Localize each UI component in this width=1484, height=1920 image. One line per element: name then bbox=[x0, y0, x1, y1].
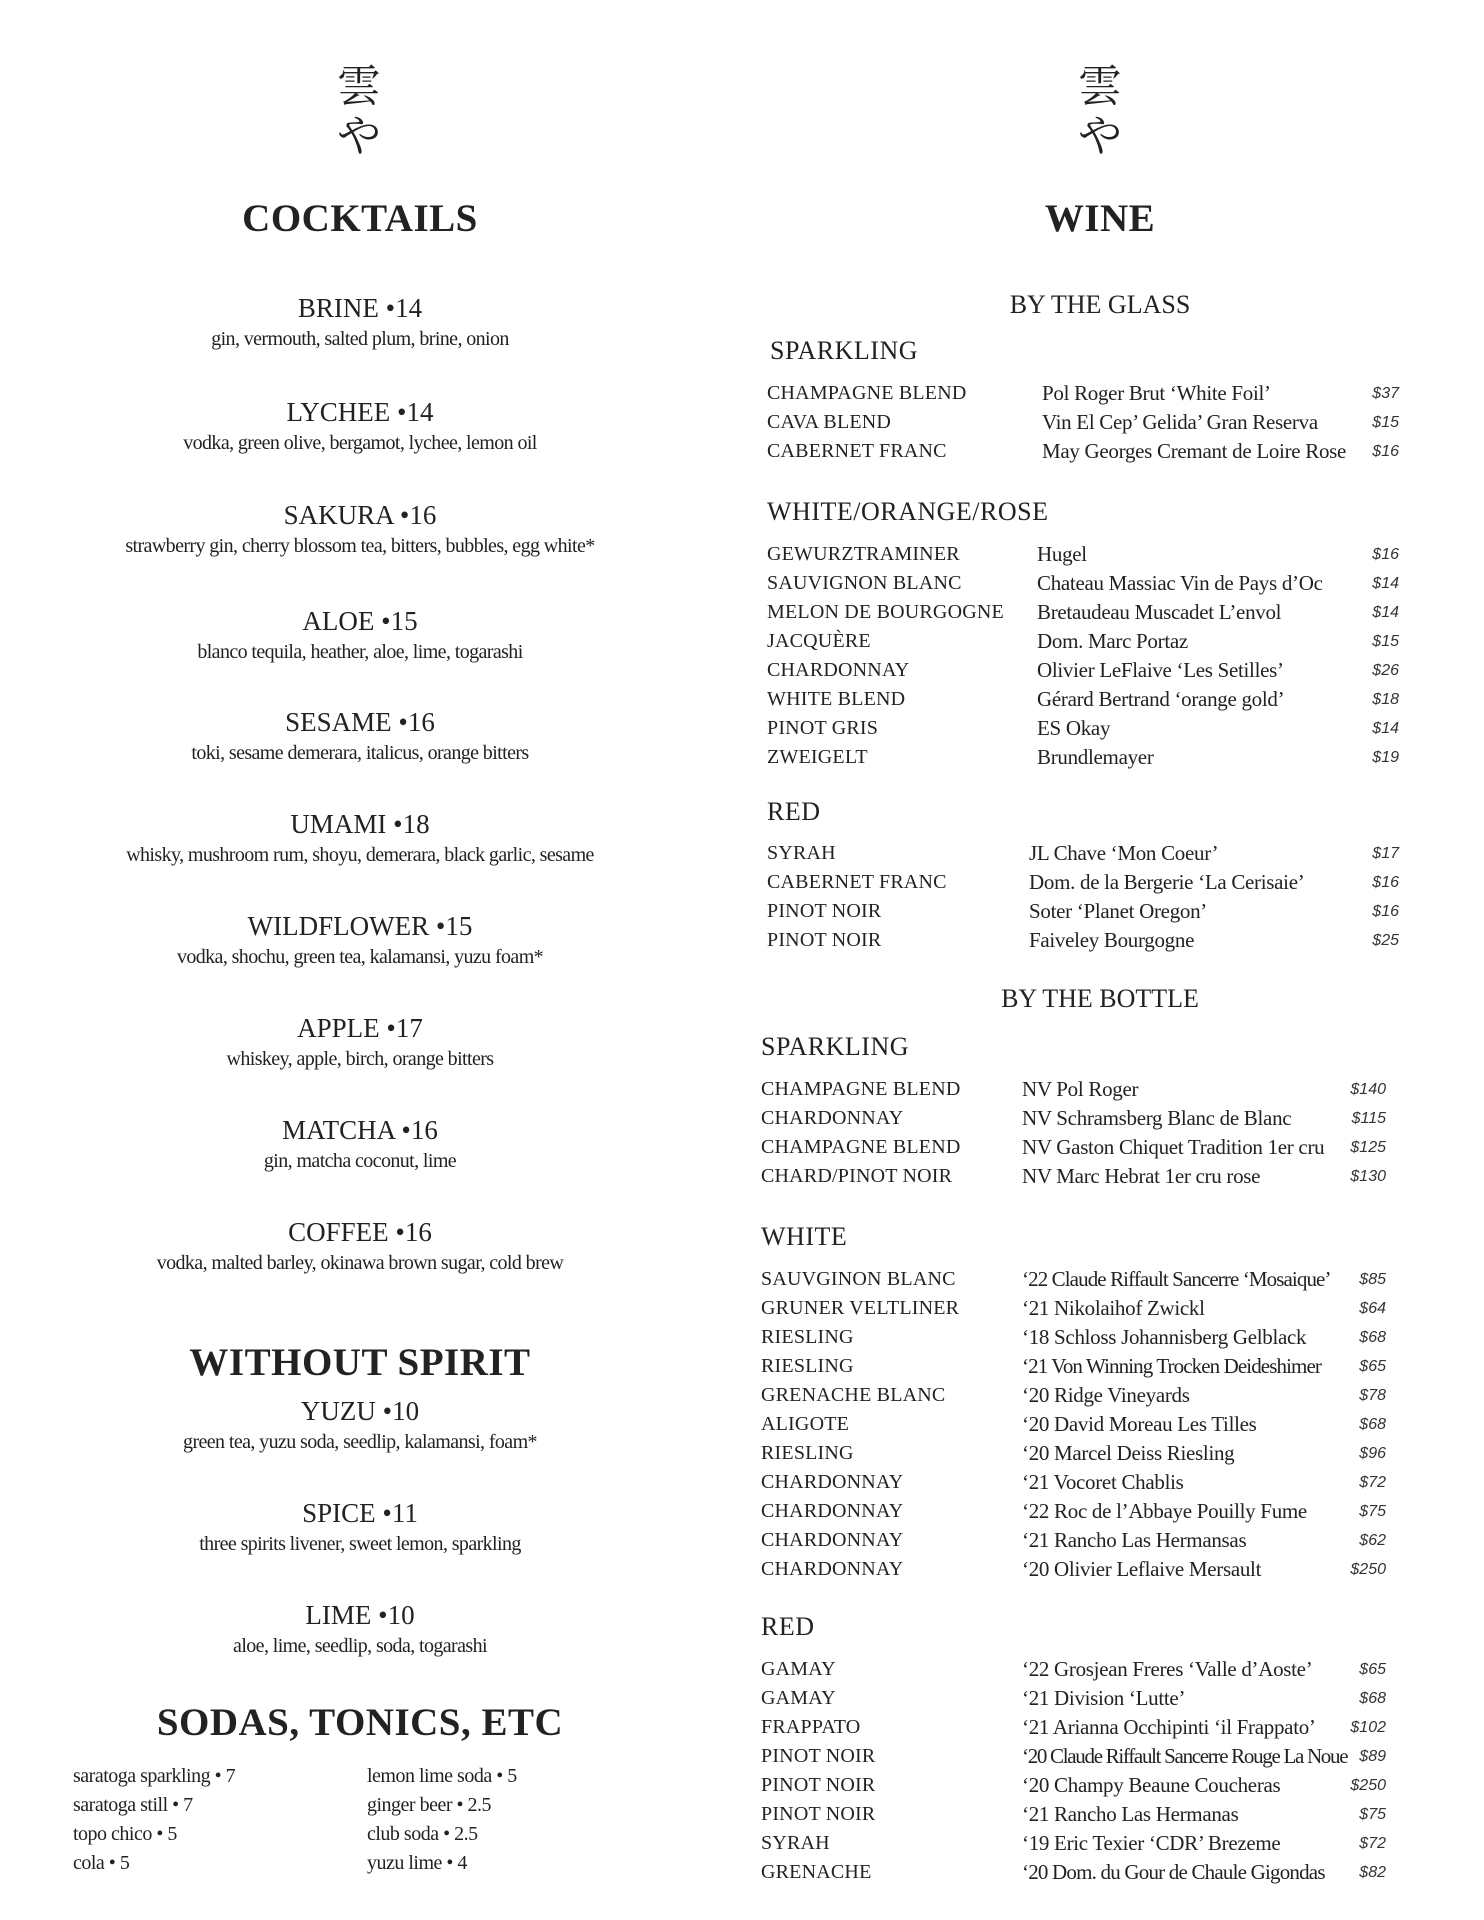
cocktail-desc: whisky, mushroom rum, shoyu, demerara, black garlic, sesame bbox=[126, 844, 594, 866]
wine-variety: PINOT NOIR bbox=[767, 929, 882, 951]
wine-price: $15 bbox=[1372, 633, 1399, 650]
wine-price: $15 bbox=[1372, 414, 1399, 431]
wine-price: $115 bbox=[1351, 1110, 1386, 1127]
wine-variety: CHAMPAGNE BLEND bbox=[761, 1136, 961, 1158]
cocktail-name: BRINE •14 bbox=[297, 293, 423, 323]
wine-variety: GRUNER VELTLINER bbox=[761, 1297, 960, 1319]
mocktail-desc: green tea, yuzu soda, seedlip, kalamansi, foam* bbox=[183, 1431, 537, 1453]
wine-variety: RIESLING bbox=[761, 1355, 854, 1377]
wine-variety: GEWURZTRAMINER bbox=[767, 543, 960, 565]
cocktail-desc: whiskey, apple, birch, orange bitters bbox=[226, 1048, 494, 1070]
cocktail-item bbox=[60, 395, 660, 457]
wine-price: $68 bbox=[1359, 1329, 1386, 1346]
wine-name: ‘20 Marcel Deiss Riesling bbox=[1022, 1441, 1235, 1465]
wine-price: $65 bbox=[1359, 1661, 1386, 1678]
wine-name: ‘21 Nikolaihof Zwickl bbox=[1022, 1296, 1205, 1320]
wine-name: ‘21 Division ‘Lutte’ bbox=[1022, 1686, 1186, 1710]
wine-price: $125 bbox=[1350, 1139, 1386, 1156]
mocktail-item bbox=[60, 1496, 660, 1558]
wine-variety: CHARDONNAY bbox=[761, 1558, 904, 1580]
cocktail-desc: vodka, malted barley, okinawa brown sugar, cold brew bbox=[156, 1252, 564, 1274]
wine-name: NV Gaston Chiquet Tradition 1er cru bbox=[1022, 1135, 1325, 1159]
wine-price: $250 bbox=[1350, 1561, 1386, 1578]
wine-price: $19 bbox=[1372, 749, 1399, 766]
logo-char-1: 雲 bbox=[337, 61, 381, 112]
wine-variety: PINOT GRIS bbox=[767, 717, 879, 739]
cocktail-desc: vodka, shochu, green tea, kalamansi, yuzu foam* bbox=[176, 946, 544, 968]
soda-item: club soda • 2.5 bbox=[367, 1823, 478, 1845]
wine-price: $16 bbox=[1372, 443, 1399, 460]
wine-price: $75 bbox=[1359, 1503, 1386, 1520]
wine-variety: WHITE BLEND bbox=[767, 688, 906, 710]
logo-mark-right bbox=[1060, 62, 1140, 162]
wine-name: NV Pol Roger bbox=[1022, 1077, 1139, 1101]
sodas-list-left bbox=[73, 1762, 343, 1878]
wine-price: $89 bbox=[1359, 1748, 1386, 1765]
wine-variety: CHARDONNAY bbox=[761, 1471, 904, 1493]
by-the-glass-heading: BY THE GLASS bbox=[1009, 290, 1191, 319]
wine-name: Dom. Marc Portaz bbox=[1037, 629, 1188, 653]
wine-title: WINE bbox=[1044, 197, 1156, 240]
wine-variety: CHAMPAGNE BLEND bbox=[761, 1078, 961, 1100]
wine-name: ‘22 Grosjean Freres ‘Valle d’Aoste’ bbox=[1022, 1657, 1313, 1681]
wine-variety: CAVA BLEND bbox=[767, 411, 892, 433]
wine-name: ES Okay bbox=[1037, 716, 1111, 740]
wine-variety: ALIGOTE bbox=[761, 1413, 850, 1435]
cocktail-name: COFFEE •16 bbox=[288, 1217, 432, 1247]
wine-name: ‘22 Claude Riffault Sancerre ‘Mosaique’ bbox=[1022, 1267, 1331, 1291]
logo-char-2: や bbox=[1078, 111, 1122, 162]
wine-name: ‘20 Olivier Leflaive Mersault bbox=[1022, 1557, 1262, 1581]
cocktail-name: MATCHA •16 bbox=[282, 1115, 438, 1145]
wine-variety: CHAMPAGNE BLEND bbox=[767, 382, 967, 404]
wine-variety: CHARDONNAY bbox=[767, 659, 910, 681]
wine-price: $78 bbox=[1359, 1387, 1386, 1404]
wine-variety: SYRAH bbox=[767, 842, 836, 864]
cocktail-desc: gin, vermouth, salted plum, brine, onion bbox=[211, 328, 509, 350]
wine-price: $14 bbox=[1372, 575, 1399, 592]
wine-price: $82 bbox=[1359, 1864, 1386, 1881]
wine-variety: JACQUÈRE bbox=[767, 630, 871, 652]
wine-variety: SAUVGINON BLANC bbox=[761, 1268, 956, 1290]
wine-price: $16 bbox=[1372, 546, 1399, 563]
glass-sparkling-heading: SPARKLING bbox=[770, 336, 919, 365]
wine-name: NV Schramsberg Blanc de Blanc bbox=[1022, 1106, 1292, 1130]
wine-price: $72 bbox=[1359, 1474, 1386, 1491]
wine-name: Gérard Bertrand ‘orange gold’ bbox=[1037, 687, 1285, 711]
cocktail-item bbox=[60, 1011, 660, 1073]
wine-name: ‘21 Vocoret Chablis bbox=[1022, 1470, 1184, 1494]
wine-variety: MELON DE BOURGOGNE bbox=[767, 601, 1004, 623]
wine-variety: ZWEIGELT bbox=[767, 746, 868, 768]
sodas-title: SODAS, TONICS, ETC bbox=[156, 1701, 564, 1744]
cocktail-item bbox=[60, 807, 660, 869]
wine-price: $72 bbox=[1359, 1835, 1386, 1852]
wine-price: $65 bbox=[1359, 1358, 1386, 1375]
wine-variety: CHARDONNAY bbox=[761, 1529, 904, 1551]
wine-name: Soter ‘Planet Oregon’ bbox=[1029, 899, 1207, 923]
mocktail-name: LIME •10 bbox=[305, 1600, 415, 1630]
wine-name: ‘22 Roc de l’Abbaye Pouilly Fume bbox=[1022, 1499, 1307, 1523]
wine-name: ‘20 Ridge Vineyards bbox=[1022, 1383, 1190, 1407]
wine-variety: CABERNET FRANC bbox=[767, 871, 947, 893]
wine-price: $25 bbox=[1372, 932, 1399, 949]
wine-name: Dom. de la Bergerie ‘La Cerisaie’ bbox=[1029, 870, 1305, 894]
cocktail-item bbox=[60, 498, 660, 560]
cocktail-desc: strawberry gin, cherry blossom tea, bitters, bubbles, egg white* bbox=[125, 535, 595, 557]
cocktail-name: SAKURA •16 bbox=[283, 500, 437, 530]
soda-item: saratoga sparkling • 7 bbox=[73, 1765, 236, 1787]
wine-name: May Georges Cremant de Loire Rose bbox=[1042, 439, 1347, 463]
soda-item: ginger beer • 2.5 bbox=[367, 1794, 492, 1816]
mocktail-item bbox=[60, 1394, 660, 1456]
wine-price: $102 bbox=[1350, 1719, 1386, 1736]
cocktail-desc: vodka, green olive, bergamot, lychee, lemon oil bbox=[183, 432, 537, 454]
logo-mark-left bbox=[319, 62, 399, 162]
bottle-red-heading: RED bbox=[761, 1612, 815, 1641]
wine-variety: RIESLING bbox=[761, 1442, 854, 1464]
wine-name: Faiveley Bourgogne bbox=[1029, 928, 1195, 952]
wine-price: $16 bbox=[1372, 874, 1399, 891]
wine-name: JL Chave ‘Mon Coeur’ bbox=[1029, 841, 1219, 865]
sodas-list-right bbox=[367, 1762, 627, 1878]
wine-name: Chateau Massiac Vin de Pays d’Oc bbox=[1037, 571, 1323, 595]
wine-variety: CHARDONNAY bbox=[761, 1500, 904, 1522]
mocktail-item bbox=[60, 1598, 660, 1660]
wine-name: ‘20 Dom. du Gour de Chaule Gigondas bbox=[1022, 1860, 1325, 1884]
wine-price: $96 bbox=[1359, 1445, 1386, 1462]
cocktail-desc: blanco tequila, heather, aloe, lime, togarashi bbox=[197, 641, 523, 663]
wine-name: Brundlemayer bbox=[1037, 745, 1154, 769]
cocktails-title: COCKTAILS bbox=[242, 197, 478, 240]
cocktail-item bbox=[60, 909, 660, 971]
soda-item: lemon lime soda • 5 bbox=[367, 1765, 517, 1787]
wine-variety: GAMAY bbox=[761, 1658, 836, 1680]
wine-price: $250 bbox=[1350, 1777, 1386, 1794]
soda-item: topo chico • 5 bbox=[73, 1823, 177, 1845]
wine-variety: PINOT NOIR bbox=[761, 1774, 876, 1796]
wine-name: ‘18 Schloss Johannisberg Gelblack bbox=[1022, 1325, 1307, 1349]
wine-price: $14 bbox=[1372, 604, 1399, 621]
cocktail-item bbox=[60, 1215, 660, 1277]
soda-item: yuzu lime • 4 bbox=[367, 1852, 467, 1874]
wine-variety: RIESLING bbox=[761, 1326, 854, 1348]
cocktail-desc: toki, sesame demerara, italicus, orange bitters bbox=[191, 742, 529, 764]
wine-name: ‘21 Rancho Las Hermanas bbox=[1022, 1802, 1239, 1826]
glass-red-heading: RED bbox=[767, 797, 821, 826]
soda-item: saratoga still • 7 bbox=[73, 1794, 193, 1816]
wine-variety: PINOT NOIR bbox=[761, 1745, 876, 1767]
wine-price: $75 bbox=[1359, 1806, 1386, 1823]
wine-name: Bretaudeau Muscadet L’envol bbox=[1037, 600, 1282, 624]
wine-variety: CHARD/PINOT NOIR bbox=[761, 1165, 953, 1187]
wine-price: $37 bbox=[1372, 385, 1399, 402]
cocktail-name: SESAME •16 bbox=[285, 707, 435, 737]
wine-price: $130 bbox=[1350, 1168, 1386, 1185]
wine-price: $26 bbox=[1372, 662, 1399, 679]
logo-char-2: や bbox=[337, 111, 381, 162]
wine-variety: GRENACHE bbox=[761, 1861, 872, 1883]
wine-variety: GAMAY bbox=[761, 1687, 836, 1709]
wine-name: ‘20 Claude Riffault Sancerre Rouge La Noue bbox=[1022, 1744, 1348, 1768]
wine-price: $64 bbox=[1359, 1300, 1386, 1317]
wine-name: Hugel bbox=[1037, 542, 1087, 566]
mocktail-name: YUZU •10 bbox=[300, 1396, 420, 1426]
cocktail-item bbox=[60, 1113, 660, 1175]
bottle-white-heading: WHITE bbox=[761, 1222, 848, 1251]
cocktail-name: ALOE •15 bbox=[302, 606, 418, 636]
mocktail-desc: aloe, lime, seedlip, soda, togarashi bbox=[233, 1635, 487, 1657]
wine-name: ‘21 Von Winning Trocken Deideshimer bbox=[1022, 1354, 1321, 1378]
wine-name: ‘21 Arianna Occhipinti ‘il Frappato’ bbox=[1022, 1715, 1316, 1739]
wine-price: $17 bbox=[1372, 845, 1399, 862]
cocktail-name: UMAMI •18 bbox=[290, 809, 430, 839]
by-the-bottle-heading: BY THE BOTTLE bbox=[1001, 984, 1199, 1013]
cocktail-name: APPLE •17 bbox=[297, 1013, 423, 1043]
cocktail-item bbox=[60, 705, 660, 767]
wine-name: ‘20 Champy Beaune Coucheras bbox=[1022, 1773, 1281, 1797]
wine-name: ‘19 Eric Texier ‘CDR’ Brezeme bbox=[1022, 1831, 1281, 1855]
cocktail-desc: gin, matcha coconut, lime bbox=[263, 1150, 457, 1172]
wine-variety: FRAPPATO bbox=[761, 1716, 861, 1738]
soda-item: cola • 5 bbox=[73, 1852, 130, 1874]
mocktail-desc: three spirits livener, sweet lemon, sparkling bbox=[199, 1533, 521, 1555]
wine-price: $14 bbox=[1372, 720, 1399, 737]
wine-name: ‘21 Rancho Las Hermansas bbox=[1022, 1528, 1247, 1552]
bottle-sparkling-heading: SPARKLING bbox=[761, 1032, 910, 1061]
wine-price: $68 bbox=[1359, 1416, 1386, 1433]
wine-variety: PINOT NOIR bbox=[767, 900, 882, 922]
wine-price: $68 bbox=[1359, 1690, 1386, 1707]
wine-price: $16 bbox=[1372, 903, 1399, 920]
cocktail-name: LYCHEE •14 bbox=[286, 397, 434, 427]
mocktail-name: SPICE •11 bbox=[302, 1498, 418, 1528]
cocktail-item bbox=[60, 604, 660, 666]
wine-name: ‘20 David Moreau Les Tilles bbox=[1022, 1412, 1257, 1436]
wine-variety: GRENACHE BLANC bbox=[761, 1384, 946, 1406]
wine-name: NV Marc Hebrat 1er cru rose bbox=[1022, 1164, 1261, 1188]
cocktail-item bbox=[60, 291, 660, 353]
without-spirit-title: WITHOUT SPIRIT bbox=[189, 1341, 531, 1384]
wine-variety: SAUVIGNON BLANC bbox=[767, 572, 962, 594]
wine-variety: PINOT NOIR bbox=[761, 1803, 876, 1825]
wine-price: $62 bbox=[1359, 1532, 1386, 1549]
wine-variety: CABERNET FRANC bbox=[767, 440, 947, 462]
glass-white-heading: WHITE/ORANGE/ROSE bbox=[767, 497, 1049, 526]
cocktail-name: WILDFLOWER •15 bbox=[247, 911, 473, 941]
wine-name: Vin El Cep’ Gelida’ Gran Reserva bbox=[1042, 410, 1318, 434]
wine-name: Olivier LeFlaive ‘Les Setilles’ bbox=[1037, 658, 1284, 682]
wine-price: $85 bbox=[1359, 1271, 1386, 1288]
wine-variety: SYRAH bbox=[761, 1832, 830, 1854]
wine-variety: CHARDONNAY bbox=[761, 1107, 904, 1129]
wine-price: $140 bbox=[1350, 1081, 1386, 1098]
wine-name: Pol Roger Brut ‘White Foil’ bbox=[1042, 381, 1271, 405]
wine-price: $18 bbox=[1372, 691, 1399, 708]
logo-char-1: 雲 bbox=[1078, 61, 1122, 112]
